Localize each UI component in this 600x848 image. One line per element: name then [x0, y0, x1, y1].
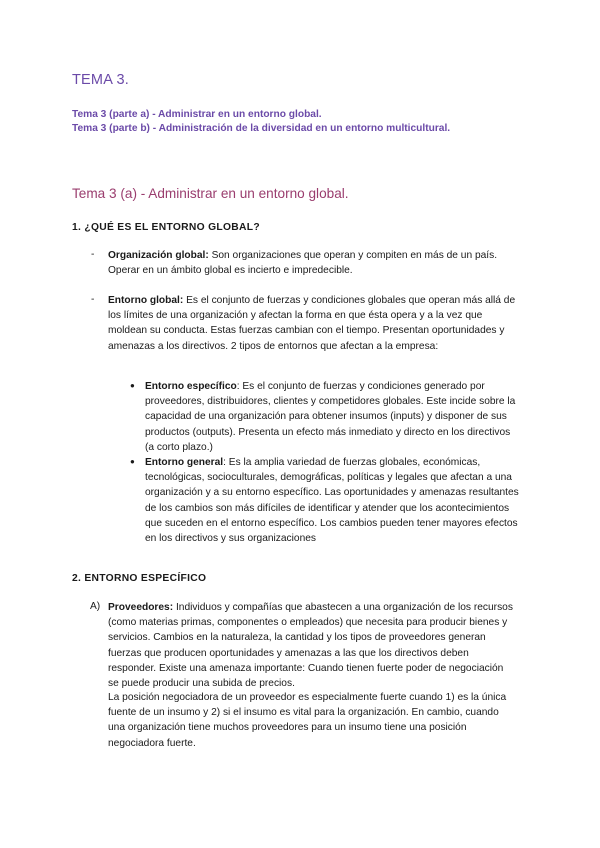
letter-marker: A)	[90, 601, 101, 612]
list-item	[108, 600, 513, 691]
list-item	[145, 455, 520, 546]
dash-marker: -	[91, 294, 95, 305]
bullet-marker: ●	[130, 381, 135, 390]
toc-link-parte-a[interactable]: Tema 3 (parte a) - Administrar en un entorno global.	[72, 109, 322, 120]
term-description: Individuos y compañías que abastecen a una organización de los recursos (como materias primas, componentes o empleados) que necesita para producir bienes y servicios. Cambios en la naturaleza, la cantidad y los tipos de proveedores generan fuerzas que producen oportunidades y amenazas a las que los directivos deben responder. Existe una amenaza importante: Cuando tienen fuerte poder de negociación se puede producir una subida de precios.	[108, 602, 513, 690]
term-label: Organización global:	[108, 250, 209, 261]
heading-entorno-especifico: 2. ENTORNO ESPECÍFICO	[72, 573, 207, 584]
term-label: Entorno global:	[108, 295, 184, 306]
term-description: : Es el conjunto de fuerzas y condiciones generado por proveedores, distribuidores, clientes y competidores globales. Este incide sobre la capacidad de una organización para obtener insumos (inputs) y disponer de sus productos (outputs). Presenta un efecto más inmediato y directo en los directivos (a corto plazo.)	[145, 381, 516, 453]
list-item	[108, 293, 518, 354]
toc-link-parte-b[interactable]: Tema 3 (parte b) - Administración de la diversidad en un entorno multicultural.	[72, 123, 451, 134]
dash-marker: -	[91, 249, 95, 260]
term-description: Son organizaciones que operan y compiten en más de un país. Operar en un ámbito global es incierto e impredecible.	[108, 250, 498, 277]
term-label: Entorno específico	[145, 381, 237, 392]
section-heading: Tema 3 (a) - Administrar en un entorno global.	[72, 186, 349, 201]
heading-entorno-global: 1. ¿QUÉ ES EL ENTORNO GLOBAL?	[72, 222, 260, 233]
tema-title: TEMA 3.	[72, 72, 129, 88]
term-description: Es el conjunto de fuerzas y condiciones globales que operan más allá de los límites de una organización y afectan la forma en que ésta opera y a la vez que moldean su conducta. Estas fuerzas cambian con el tiempo. Presentan oportunidades y amenazas a los directivos. 2 tipos de entornos que afectan a la empresa:	[108, 295, 516, 352]
term-label: Proveedores:	[108, 602, 174, 613]
term-label: Entorno general	[145, 457, 224, 468]
term-description: : Es la amplia variedad de fuerzas globales, económicas, tecnológicas, socioculturales, demográficas, políticas y legales que afectan a una organización y a su entorno específico. Las oportunidades y amenazas resultantes de los cambios son más difíciles de identificar y atender que los acontecimientos que suceden en el entorno específico. Los cambios pueden tener mayores efectos en los directivos y sus organizaciones	[145, 457, 519, 545]
table-of-contents	[72, 108, 450, 136]
list-item	[108, 248, 516, 278]
paragraph-continuation: La posición negociadora de un proveedor es especialmente fuerte cuando 1) es la única fuente de un insumo y 2) si el insumo es vital para la organización. En cambio, cuando una organización tiene muchos proveedores para un insumo tiene una posición negociadora fuerte.	[108, 692, 507, 749]
bullet-marker: ●	[130, 457, 135, 466]
list-item	[145, 379, 520, 455]
